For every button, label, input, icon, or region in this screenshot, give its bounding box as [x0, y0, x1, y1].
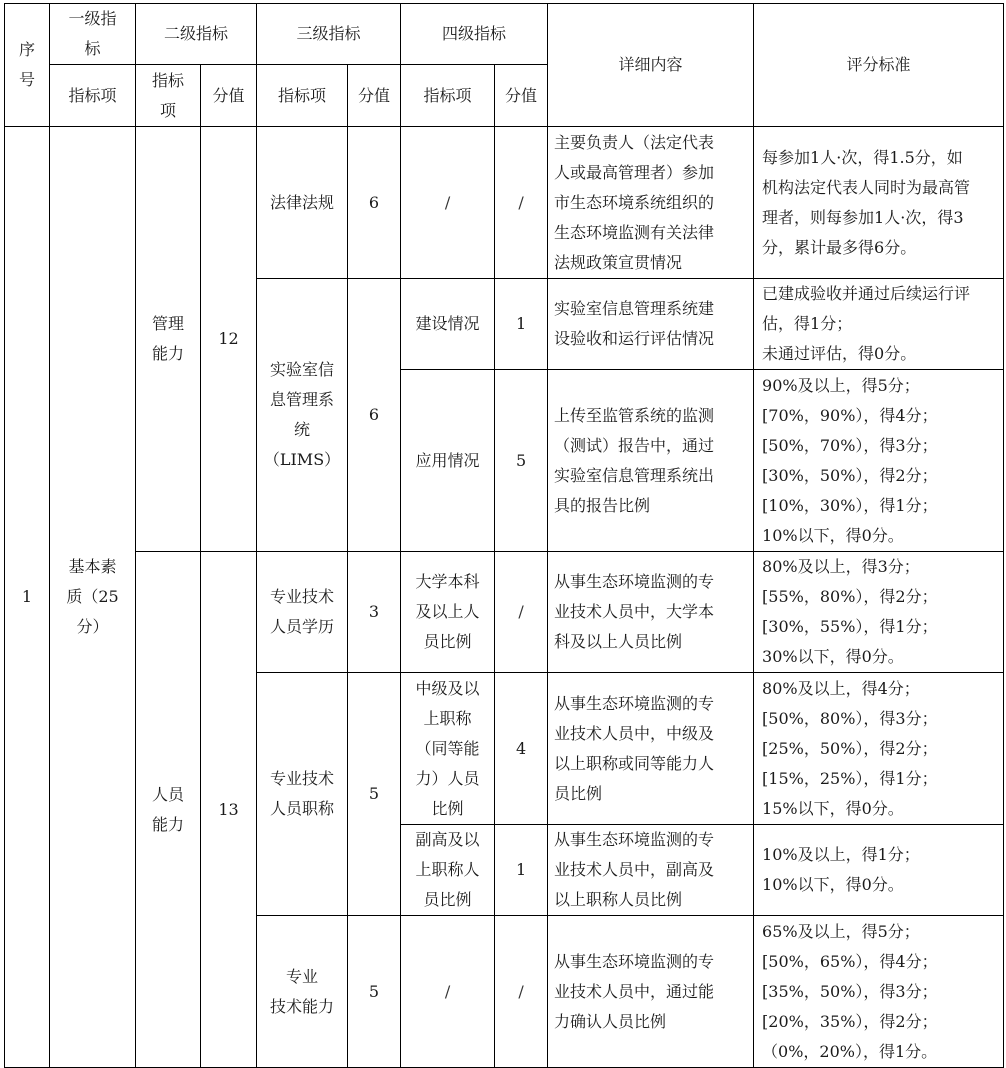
- l3-score: 6: [348, 127, 401, 279]
- l3-item: 专业 技术能力: [257, 916, 348, 1068]
- l4-score: 4: [495, 673, 548, 825]
- detail-cell: 从事生态环境监测的专 业技术人员中，中级及 以上职称或同等能力人 员比例: [548, 673, 754, 825]
- header-level4: 四级指标: [401, 4, 548, 65]
- l3-item: 法律法规: [257, 127, 348, 279]
- criteria-cell: 已建成验收并通过后续运行评 估，得1分； 未通过评估，得0分。: [754, 279, 1004, 370]
- l4-score: /: [495, 127, 548, 279]
- l4-item: /: [401, 127, 495, 279]
- criteria-cell: 80%及以上，得4分； [50%，80%），得3分； [25%，50%），得2分； [15%，25%），得1分； 15%以下，得0分。: [754, 673, 1004, 825]
- criteria-cell: 80%及以上，得3分； [55%，80%），得2分； [30%，55%），得1分； 30%以下，得0分。: [754, 552, 1004, 673]
- criteria-cell: 每参加1人·次，得1.5分，如 机构法定代表人同时为最高管 理者，则每参加1人·次，得3 分，累计最多得6分。: [754, 127, 1004, 279]
- l4-item: 应用情况: [401, 370, 495, 552]
- l4-item: 大学本科 及以上人 员比例: [401, 552, 495, 673]
- detail-cell: 上传至监管系统的监测 （测试）报告中，通过 实验室信息管理系统出 具的报告比例: [548, 370, 754, 552]
- l3-score: 5: [348, 916, 401, 1068]
- header-level3: 三级指标: [257, 4, 401, 65]
- l3-score: 5: [348, 673, 401, 916]
- header-l3-score: 分值: [348, 65, 401, 127]
- header-level2: 二级指标: [136, 4, 257, 65]
- header-l3-item: 指标项: [257, 65, 348, 127]
- table-row: [5, 552, 1004, 673]
- detail-cell: 从事生态环境监测的专 业技术人员中，通过能 力确认人员比例: [548, 916, 754, 1068]
- l3-score: 3: [348, 552, 401, 673]
- l4-score: /: [495, 552, 548, 673]
- table-row: [5, 127, 1004, 279]
- group-personnel-name: 人员 能力: [136, 552, 201, 1068]
- l4-score: /: [495, 916, 548, 1068]
- group-personnel-score: 13: [201, 552, 257, 1068]
- l4-item: 中级及以 上职称 （同等能 力）人员 比例: [401, 673, 495, 825]
- l3-item: 专业技术 人员职称: [257, 673, 348, 916]
- detail-cell: 主要负责人（法定代表 人或最高管理者）参加 市生态环境系统组织的 生态环境监测有关法律 法规政策宣贯情况: [548, 127, 754, 279]
- l4-item: /: [401, 916, 495, 1068]
- detail-cell: 从事生态环境监测的专 业技术人员中，副高及 以上职称人员比例: [548, 825, 754, 916]
- row-l1-item: 基本素 质（25 分）: [50, 127, 136, 1068]
- row-seq: 1: [5, 127, 50, 1068]
- l3-item: 专业技术 人员学历: [257, 552, 348, 673]
- criteria-cell: 10%及以上，得1分； 10%以下，得0分。: [754, 825, 1004, 916]
- detail-cell: 从事生态环境监测的专 业技术人员中，大学本 科及以上人员比例: [548, 552, 754, 673]
- header-l2-score: 分值: [201, 65, 257, 127]
- l4-score: 1: [495, 825, 548, 916]
- l4-item: 副高及以 上职称人 员比例: [401, 825, 495, 916]
- criteria-cell: 65%及以上，得5分； [50%，65%），得4分； [35%，50%），得3分； [20%，35%），得2分； （0%，20%），得1分。: [754, 916, 1004, 1068]
- detail-cell: 实验室信息管理系统建 设验收和运行评估情况: [548, 279, 754, 370]
- l4-item: 建设情况: [401, 279, 495, 370]
- header-seq: 序 号: [5, 4, 50, 127]
- l4-score: 1: [495, 279, 548, 370]
- header-l2-item: 指标 项: [136, 65, 201, 127]
- group-management-score: 12: [201, 127, 257, 552]
- header-level1: 一级指 标: [50, 4, 136, 65]
- l4-score: 5: [495, 370, 548, 552]
- l3-item: 实验室信 息管理系 统 （LIMS）: [257, 279, 348, 552]
- header-l4-score: 分值: [495, 65, 548, 127]
- scoring-table: [4, 3, 1004, 1068]
- header-l1-item: 指标项: [50, 65, 136, 127]
- header-criteria: 评分标准: [754, 4, 1004, 127]
- header-detail: 详细内容: [548, 4, 754, 127]
- criteria-cell: 90%及以上，得5分； [70%，90%），得4分； [50%，70%），得3分； [30%，50%），得2分； [10%，30%），得1分； 10%以下，得0分。: [754, 370, 1004, 552]
- group-management-name: 管理 能力: [136, 127, 201, 552]
- l3-score: 6: [348, 279, 401, 552]
- header-l4-item: 指标项: [401, 65, 495, 127]
